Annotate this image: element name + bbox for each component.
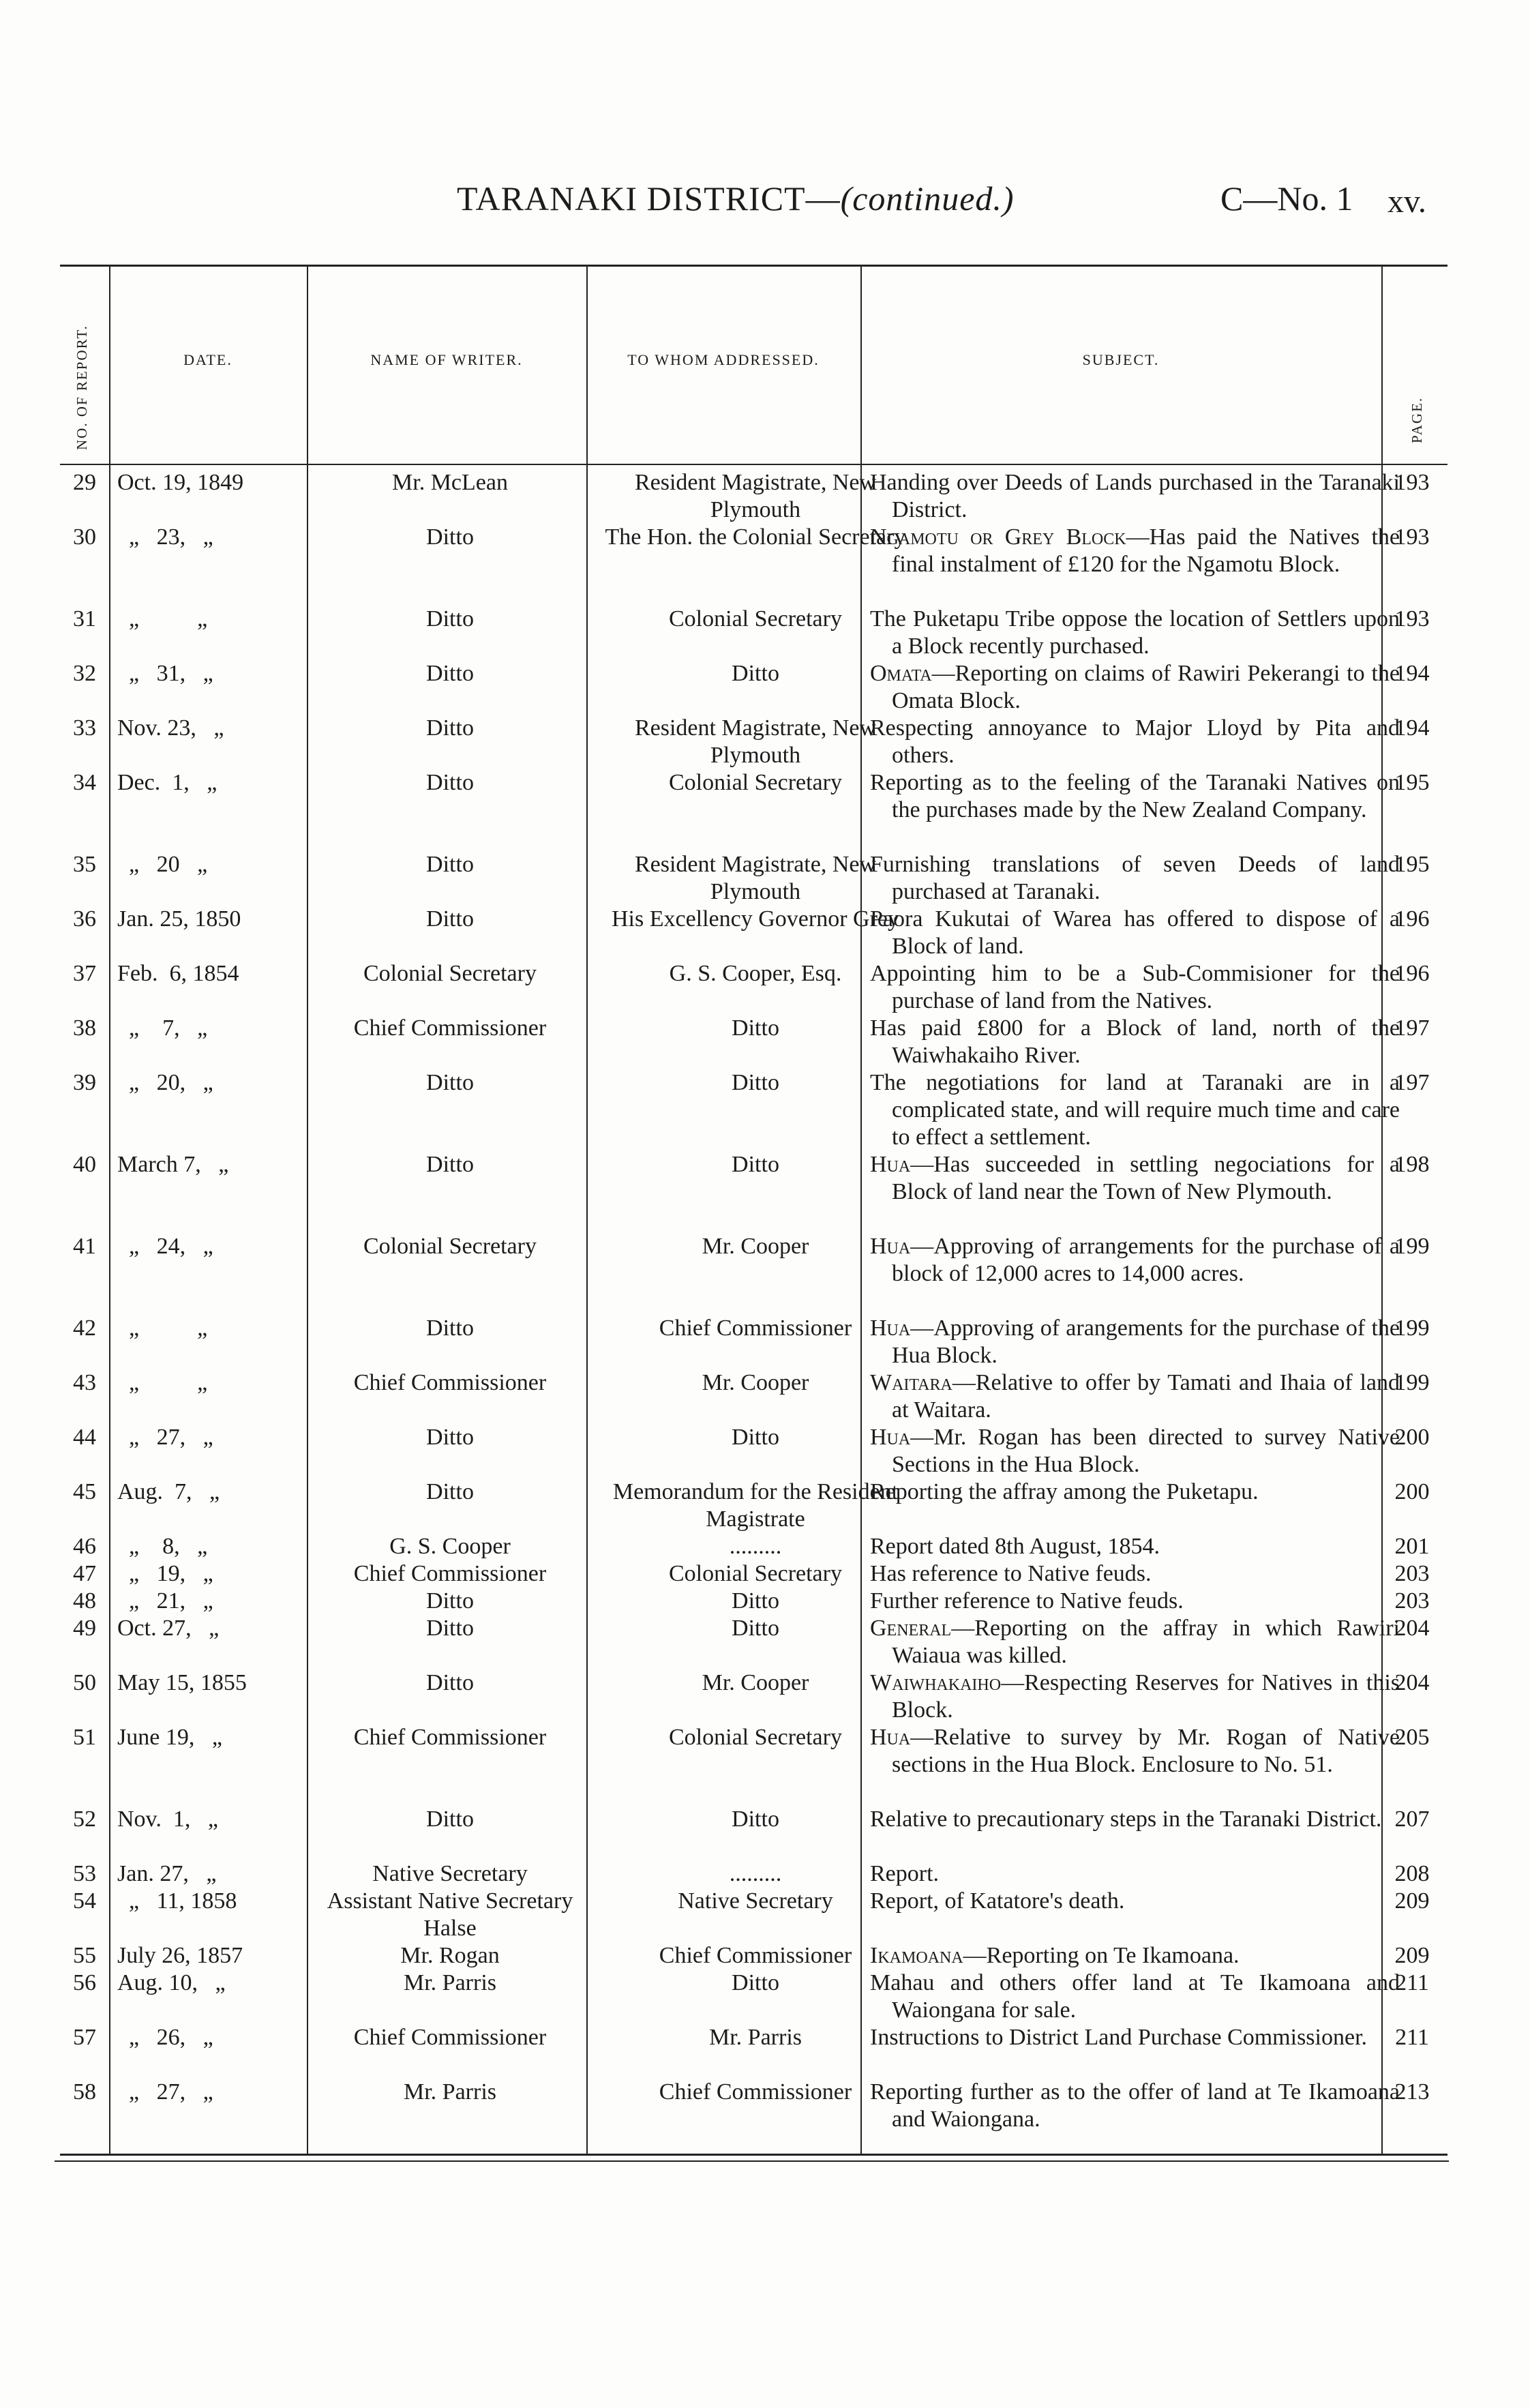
subject-text bbox=[870, 1533, 1400, 1560]
subject-text bbox=[870, 960, 1400, 1015]
report-date: Feb. 6, 1854 bbox=[117, 961, 239, 986]
report-number: 53 bbox=[73, 1861, 96, 1886]
subject-text bbox=[870, 1478, 1400, 1506]
writer-name: Ditto bbox=[426, 1425, 474, 1450]
report-date: Dec. 1, „ bbox=[117, 770, 217, 795]
report-date: June 19, „ bbox=[117, 1725, 222, 1750]
report-number: 30 bbox=[73, 524, 96, 550]
subject-body: —Reporting on Te Ikamoana. bbox=[963, 1943, 1240, 1968]
addressee: Mr. Cooper bbox=[702, 1234, 809, 1259]
report-number: 38 bbox=[73, 1015, 96, 1041]
subject-text bbox=[870, 769, 1400, 824]
writer-name: Ditto bbox=[426, 606, 474, 631]
addressee: Ditto bbox=[732, 1152, 779, 1177]
subject-body: —Approving of arangements for the purchase of the Hua Block. bbox=[892, 1316, 1400, 1368]
subject-body: Further reference to Native feuds. bbox=[870, 1588, 1184, 1614]
addressee: ......... bbox=[729, 1861, 782, 1886]
subject-heading: Waiwhakaiho bbox=[870, 1670, 1002, 1695]
report-date: „ 20, „ bbox=[117, 1070, 213, 1095]
report-date: „ „ bbox=[117, 1316, 208, 1341]
subject-text bbox=[870, 1806, 1400, 1833]
writer-name: Ditto bbox=[426, 661, 474, 686]
report-date: Nov. 1, „ bbox=[117, 1807, 218, 1832]
report-date: „ 21, „ bbox=[117, 1588, 213, 1614]
report-date: „ 8, „ bbox=[117, 1534, 208, 1559]
subject-body: Handing over Deeds of Lands purchased in the Taranaki District. bbox=[870, 470, 1400, 522]
page-number-roman: xv. bbox=[1388, 183, 1426, 220]
page-ref: 209 bbox=[1394, 1888, 1430, 1914]
subject-text bbox=[870, 2079, 1400, 2133]
report-number: 54 bbox=[73, 1888, 96, 1914]
page-ref: 205 bbox=[1394, 1725, 1430, 1750]
subject-text bbox=[870, 906, 1400, 960]
col-header-subject: SUBJECT. bbox=[1082, 351, 1160, 368]
writer-name: Chief Commissioner bbox=[353, 1015, 547, 1041]
subject-text bbox=[870, 851, 1400, 906]
report-number: 39 bbox=[73, 1070, 96, 1095]
subject-heading: Hua bbox=[870, 1425, 911, 1450]
page-ref: 200 bbox=[1394, 1425, 1430, 1450]
writer-name: Chief Commissioner bbox=[353, 1725, 547, 1750]
addressee: His Excellency Governor Grey bbox=[611, 906, 899, 932]
writer-name: Mr. McLean bbox=[392, 470, 508, 495]
report-number: 44 bbox=[73, 1425, 96, 1450]
writer-name: Mr. Parris bbox=[404, 2079, 496, 2105]
subject-text bbox=[870, 1969, 1400, 2024]
addressee: Ditto bbox=[732, 661, 779, 686]
addressee: Ditto bbox=[732, 1015, 779, 1041]
writer-name: Mr. Parris bbox=[404, 1970, 496, 1995]
writer-name: Chief Commissioner bbox=[353, 1370, 547, 1395]
report-number: 55 bbox=[73, 1943, 96, 1968]
subject-body: —Relative to survey by Mr. Rogan of Native sections in the Hua Block. Enclosure to No. 51. bbox=[892, 1725, 1400, 1777]
subject-text bbox=[870, 1151, 1400, 1206]
writer-name: Ditto bbox=[426, 852, 474, 877]
subject-heading: Hua bbox=[870, 1234, 911, 1259]
writer-name: Mr. Rogan bbox=[400, 1943, 500, 1968]
subject-body: Instructions to District Land Purchase Commissioner. bbox=[870, 2025, 1368, 2050]
writer-name: Ditto bbox=[426, 1479, 474, 1504]
subject-text bbox=[870, 1560, 1400, 1588]
addressee: G. S. Cooper, Esq. bbox=[669, 961, 842, 986]
writer-name: Ditto bbox=[426, 1670, 474, 1695]
writer-name: Ditto bbox=[426, 1588, 474, 1614]
report-date: „ 11, 1858 bbox=[117, 1888, 237, 1914]
page-ref: 211 bbox=[1395, 1970, 1429, 1995]
addressee: Ditto bbox=[732, 1616, 779, 1641]
report-number: 52 bbox=[73, 1807, 96, 1832]
writer-name: Ditto bbox=[426, 1070, 474, 1095]
subject-body: Paora Kukutai of Warea has offered to dispose of a Block of land. bbox=[870, 906, 1400, 959]
page-ref: 196 bbox=[1394, 906, 1430, 932]
report-number: 34 bbox=[73, 770, 96, 795]
report-date: „ 27, „ bbox=[117, 2079, 213, 2105]
report-date: „ „ bbox=[117, 1370, 208, 1395]
subject-body: —Has paid the Natives the final instalment of £120 for the Ngamotu Block. bbox=[892, 524, 1400, 577]
addressee: Chief Commissioner bbox=[659, 1943, 852, 1968]
report-number: 36 bbox=[73, 906, 96, 932]
report-number: 47 bbox=[73, 1561, 96, 1586]
subject-text bbox=[870, 524, 1400, 578]
addressee: Colonial Secretary bbox=[669, 606, 842, 631]
page-ref: 203 bbox=[1394, 1588, 1430, 1614]
subject-text bbox=[870, 1015, 1400, 1069]
addressee: Chief Commissioner bbox=[659, 1316, 852, 1341]
writer-name: Chief Commissioner bbox=[353, 2025, 547, 2050]
report-date: „ 31, „ bbox=[117, 661, 213, 686]
subject-body: —Approving of arrangements for the purchase of a block of 12,000 acres to 14,000 acres. bbox=[892, 1234, 1400, 1286]
report-date: „ 19, „ bbox=[117, 1561, 213, 1586]
subject-body: Furnishing translations of seven Deeds of land purchased at Taranaki. bbox=[870, 852, 1400, 904]
page-ref: 194 bbox=[1394, 661, 1430, 686]
addressee: Chief Commissioner bbox=[659, 2079, 852, 2105]
addressee: Resident Magistrate, New Plymouth bbox=[634, 470, 877, 522]
subject-text bbox=[870, 1615, 1400, 1669]
subject-heading: Hua bbox=[870, 1152, 911, 1177]
report-number: 41 bbox=[73, 1234, 96, 1259]
page-ref: 195 bbox=[1394, 770, 1430, 795]
addressee: Native Secretary bbox=[678, 1888, 833, 1914]
subject-text bbox=[870, 1724, 1400, 1779]
subject-text bbox=[870, 469, 1400, 524]
subject-body: —Reporting on the affray in which Rawiri Waiaua was killed. bbox=[892, 1616, 1400, 1668]
subject-text bbox=[870, 1069, 1400, 1151]
writer-name: Ditto bbox=[426, 715, 474, 741]
subject-text bbox=[870, 1369, 1400, 1424]
page-ref: 204 bbox=[1394, 1616, 1430, 1641]
writer-name: G. S. Cooper bbox=[389, 1534, 511, 1559]
page-ref: 209 bbox=[1394, 1943, 1430, 1968]
subject-heading: Ikamoana bbox=[870, 1943, 963, 1968]
page-ref: 197 bbox=[1394, 1070, 1430, 1095]
report-date: „ 26, „ bbox=[117, 2025, 213, 2050]
writer-name: Ditto bbox=[426, 1152, 474, 1177]
subject-heading: Ngamotu or Grey Block bbox=[870, 524, 1126, 550]
page-ref: 193 bbox=[1394, 470, 1430, 495]
subject-text bbox=[870, 1888, 1400, 1915]
subject-body: Report. bbox=[870, 1861, 940, 1886]
page-ref: 208 bbox=[1394, 1861, 1430, 1886]
subject-body: Appointing him to be a Sub-Commisioner for the purchase of land from the Natives. bbox=[870, 961, 1400, 1013]
page-ref: 200 bbox=[1394, 1479, 1430, 1504]
page-ref: 201 bbox=[1394, 1534, 1430, 1559]
addressee: Colonial Secretary bbox=[669, 770, 842, 795]
document-number: C—No. 1 bbox=[1220, 179, 1353, 218]
report-date: Jan. 25, 1850 bbox=[117, 906, 241, 932]
report-date: Oct. 27, „ bbox=[117, 1616, 220, 1641]
subject-body: Mahau and others offer land at Te Ikamoana and Waiongana for sale. bbox=[870, 1970, 1400, 2023]
report-number: 31 bbox=[73, 606, 96, 631]
subject-body: Report dated 8th August, 1854. bbox=[870, 1534, 1160, 1559]
col-header-writer: NAME OF WRITER. bbox=[370, 351, 523, 368]
subject-body: —Respecting Reserves for Natives in this Block. bbox=[892, 1670, 1400, 1723]
report-number: 46 bbox=[73, 1534, 96, 1559]
page-ref: 196 bbox=[1394, 961, 1430, 986]
addressee: Resident Magistrate, New Plymouth bbox=[634, 852, 877, 904]
subject-text bbox=[870, 1233, 1400, 1288]
subject-text bbox=[870, 1669, 1400, 1724]
report-number: 29 bbox=[73, 470, 96, 495]
report-date: Aug. 10, „ bbox=[117, 1970, 226, 1995]
report-number: 43 bbox=[73, 1370, 96, 1395]
page-ref: 199 bbox=[1394, 1234, 1430, 1259]
subject-text bbox=[870, 2024, 1400, 2051]
addressee: Ditto bbox=[732, 1588, 779, 1614]
report-number: 56 bbox=[73, 1970, 96, 1995]
subject-body: Has paid £800 for a Block of land, north of the Waiwhakaiho River. bbox=[870, 1015, 1400, 1068]
report-date: „ 7, „ bbox=[117, 1015, 208, 1041]
table-top-rule bbox=[60, 265, 1448, 267]
report-number: 37 bbox=[73, 961, 96, 986]
report-date: „ 20 „ bbox=[117, 852, 208, 877]
writer-name: Assistant Native Secretary Halse bbox=[327, 1888, 573, 1941]
addressee: Mr. Cooper bbox=[702, 1670, 809, 1695]
addressee: Ditto bbox=[732, 1970, 779, 1995]
subject-body: Reporting as to the feeling of the Taranaki Natives on the purchases made by the New Zealand Company. bbox=[870, 770, 1400, 822]
col-header-to: TO WHOM ADDRESSED. bbox=[627, 351, 820, 368]
subject-body: Respecting annoyance to Major Lloyd by Pita and others. bbox=[870, 715, 1400, 768]
subject-heading: General bbox=[870, 1616, 952, 1641]
subject-body: —Relative to offer by Tamati and Ihaia of land at Waitara. bbox=[892, 1370, 1400, 1423]
report-date: Nov. 23, „ bbox=[117, 715, 224, 741]
page-ref: 195 bbox=[1394, 852, 1430, 877]
writer-name: Ditto bbox=[426, 524, 474, 550]
writer-name: Colonial Secretary bbox=[363, 1234, 537, 1259]
page-ref: 204 bbox=[1394, 1670, 1430, 1695]
addressee: The Hon. the Colonial Secretary bbox=[605, 524, 906, 550]
report-number: 48 bbox=[73, 1588, 96, 1614]
addressee: Ditto bbox=[732, 1807, 779, 1832]
page-ref: 193 bbox=[1394, 606, 1430, 631]
report-date: Jan. 27, „ bbox=[117, 1861, 217, 1886]
report-number: 32 bbox=[73, 661, 96, 686]
writer-name: Ditto bbox=[426, 1807, 474, 1832]
subject-heading: Hua bbox=[870, 1725, 911, 1750]
subject-text bbox=[870, 715, 1400, 769]
page-ref: 193 bbox=[1394, 524, 1430, 550]
writer-name: Ditto bbox=[426, 770, 474, 795]
subject-body: Reporting the affray among the Puketapu. bbox=[870, 1479, 1259, 1504]
report-date: „ „ bbox=[117, 606, 208, 631]
report-number: 42 bbox=[73, 1316, 96, 1341]
report-date: Aug. 7, „ bbox=[117, 1479, 220, 1504]
subject-text bbox=[870, 606, 1400, 660]
page-ref: 198 bbox=[1394, 1152, 1430, 1177]
subject-text bbox=[870, 660, 1400, 715]
report-number: 35 bbox=[73, 852, 96, 877]
table-bottom-rule-thin bbox=[55, 2160, 1449, 2162]
subject-text bbox=[870, 1424, 1400, 1478]
page-ref: 199 bbox=[1394, 1316, 1430, 1341]
report-date: March 7, „ bbox=[117, 1152, 229, 1177]
report-date: „ 23, „ bbox=[117, 524, 213, 550]
page-ref: 213 bbox=[1394, 2079, 1430, 2105]
addressee: Resident Magistrate, New Plymouth bbox=[634, 715, 877, 768]
report-number: 51 bbox=[73, 1725, 96, 1750]
col-header-no: NO. OF REPORT. bbox=[74, 325, 90, 450]
addressee: Mr. Parris bbox=[709, 2025, 802, 2050]
subject-heading: Waitara bbox=[870, 1370, 952, 1395]
addressee: Colonial Secretary bbox=[669, 1725, 842, 1750]
addressee: Memorandum for the Resident Magistrate bbox=[612, 1479, 899, 1532]
writer-name: Ditto bbox=[426, 1616, 474, 1641]
subject-body: —Reporting on claims of Rawiri Pekerangi to the Omata Block. bbox=[892, 661, 1400, 713]
report-date: May 15, 1855 bbox=[117, 1670, 247, 1695]
subject-body: Reporting further as to the offer of land at Te Ikamoana and Waiongana. bbox=[870, 2079, 1400, 2132]
report-number: 40 bbox=[73, 1152, 96, 1177]
subject-text bbox=[870, 1315, 1400, 1369]
writer-name: Ditto bbox=[426, 1316, 474, 1341]
page-ref: 197 bbox=[1394, 1015, 1430, 1041]
column-rule-1 bbox=[109, 265, 110, 2154]
table-bottom-rule bbox=[60, 2154, 1448, 2156]
col-header-page: PAGE. bbox=[1409, 396, 1425, 443]
report-number: 58 bbox=[73, 2079, 96, 2105]
report-date: „ 27, „ bbox=[117, 1425, 213, 1450]
page-ref: 211 bbox=[1395, 2025, 1429, 2050]
report-date: Oct. 19, 1849 bbox=[117, 470, 244, 495]
report-number: 49 bbox=[73, 1616, 96, 1641]
addressee: Colonial Secretary bbox=[669, 1561, 842, 1586]
writer-name: Native Secretary bbox=[372, 1861, 528, 1886]
header-bottom-rule bbox=[60, 464, 1448, 465]
subject-heading: Omata bbox=[870, 661, 932, 686]
subject-body: —Mr. Rogan has been directed to survey Native Sections in the Hua Block. bbox=[892, 1425, 1400, 1477]
report-number: 50 bbox=[73, 1670, 96, 1695]
subject-body: The Puketapu Tribe oppose the location of Settlers upon a Block recently purchased. bbox=[870, 606, 1400, 659]
addressee: Mr. Cooper bbox=[702, 1370, 809, 1395]
writer-name: Colonial Secretary bbox=[363, 961, 537, 986]
subject-text bbox=[870, 1860, 1400, 1888]
report-date: July 26, 1857 bbox=[117, 1943, 243, 1968]
addressee: Ditto bbox=[732, 1425, 779, 1450]
page-title: TARANAKI DISTRICT—(continued.) bbox=[457, 179, 1015, 218]
writer-name: Chief Commissioner bbox=[353, 1561, 547, 1586]
subject-text bbox=[870, 1588, 1400, 1615]
report-date: „ 24, „ bbox=[117, 1234, 213, 1259]
report-number: 33 bbox=[73, 715, 96, 741]
col-header-date: DATE. bbox=[183, 351, 232, 368]
subject-body: The negotiations for land at Taranaki are in a complicated state, and will require much time and care to effect a settlement. bbox=[870, 1070, 1400, 1150]
report-number: 57 bbox=[73, 2025, 96, 2050]
subject-heading: Hua bbox=[870, 1316, 911, 1341]
subject-body: Report, of Katatore's death. bbox=[870, 1888, 1125, 1914]
page-ref: 203 bbox=[1394, 1561, 1430, 1586]
addressee: ......... bbox=[729, 1534, 782, 1559]
subject-body: Has reference to Native feuds. bbox=[870, 1561, 1152, 1586]
subject-text bbox=[870, 1942, 1400, 1969]
subject-body: Relative to precautionary steps in the Taranaki District. bbox=[870, 1807, 1382, 1832]
writer-name: Ditto bbox=[426, 906, 474, 932]
report-number: 45 bbox=[73, 1479, 96, 1504]
page-ref: 194 bbox=[1394, 715, 1430, 741]
addressee: Ditto bbox=[732, 1070, 779, 1095]
page-ref: 207 bbox=[1394, 1807, 1430, 1832]
subject-body: —Has succeeded in settling negociations for a Block of land near the Town of New Plymouth. bbox=[892, 1152, 1400, 1204]
page-ref: 199 bbox=[1394, 1370, 1430, 1395]
